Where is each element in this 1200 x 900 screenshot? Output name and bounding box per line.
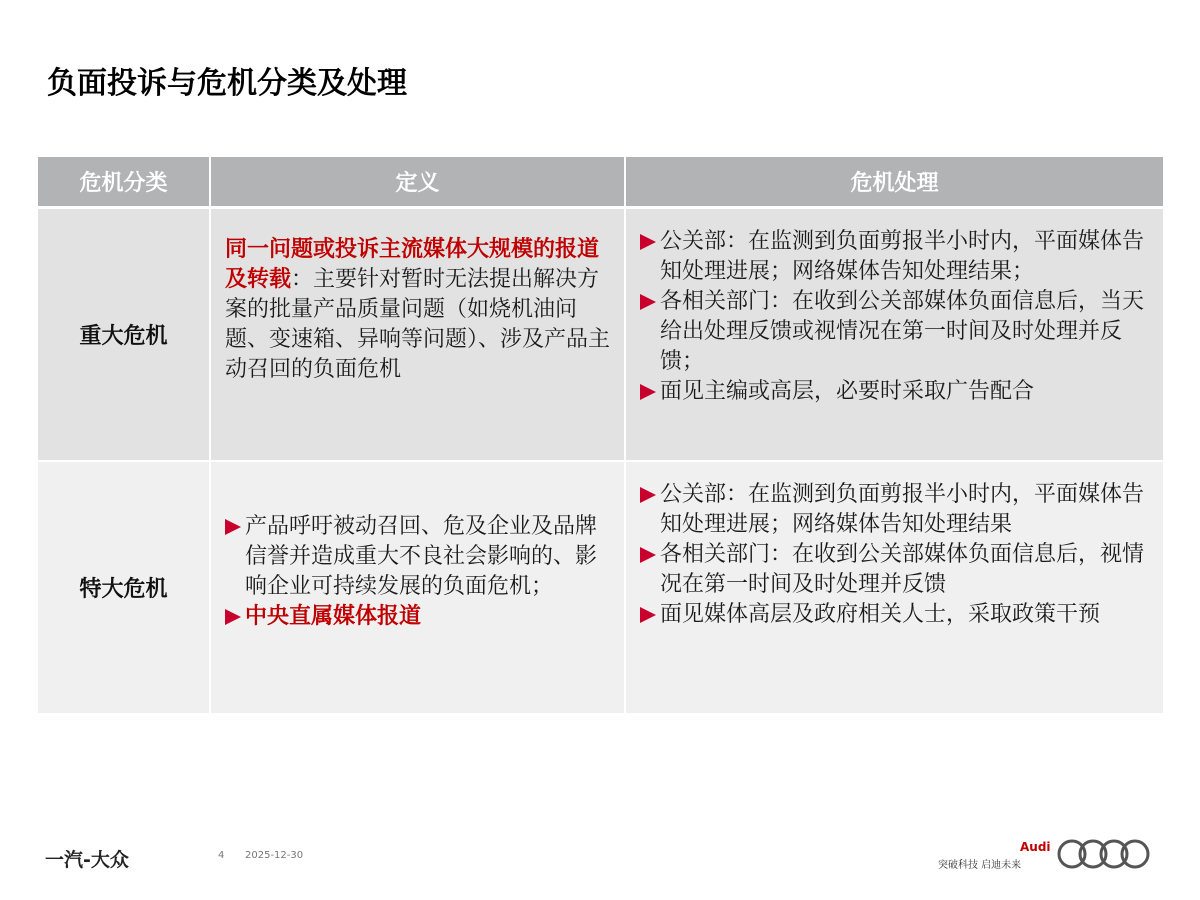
triangle-bullet-icon [640,384,656,400]
table-header-row [38,157,1163,206]
triangle-bullet-icon [640,547,656,563]
triangle-bullet-icon [640,294,656,310]
handling-cell [626,462,1163,713]
triangle-bullet-icon [640,487,656,503]
triangle-bullet-icon [640,607,656,623]
definition-item: 产品呼吁被动召回、危及企业及品牌信誉并造成重大不良社会影响的、影响企业可持续发展的负面危机； [225,512,610,602]
crisis-table [38,157,1163,713]
audi-slogan: 突破科技 启迪未来 [938,860,1022,871]
header-category: 危机分类 [38,157,211,206]
handling-item: 各相关部门：在收到公关部媒体负面信息后，当天给出处理反馈或视情况在第一时间及时处理并反馈； [640,287,1149,377]
triangle-bullet-icon [225,519,241,535]
category-cell: 重大危机 [38,209,211,460]
triangle-bullet-icon [640,234,656,250]
definition-text: ：主要针对暂时无法提出解决方案的批量产品质量问题（如烧机油问题、变速箱、异响等问题）、涉及产品主动召回的负面危机 [225,267,611,382]
definition-item: 中央直属媒体报道 [225,602,610,632]
triangle-bullet-icon [225,609,241,625]
handling-item: 面见媒体高层及政府相关人士，采取政策干预 [640,600,1149,630]
handling-item: 公关部：在监测到负面剪报半小时内，平面媒体告知处理进展；网络媒体告知处理结果 [640,480,1149,540]
handling-item: 公关部：在监测到负面剪报半小时内，平面媒体告知处理进展；网络媒体告知处理结果； [640,227,1149,287]
handling-item: 各相关部门：在收到公关部媒体负面信息后，视情况在第一时间及时处理并反馈 [640,540,1149,600]
header-definition: 定义 [211,157,626,206]
page-number: 4 [218,850,225,861]
definition-highlight: 同一问题或投诉主流媒体大规模的报道及转载 [225,237,600,292]
category-cell: 特大危机 [38,462,211,713]
definition-cell [211,462,626,713]
handling-item: 面见主编或高层，必要时采取广告配合 [640,377,1149,407]
table-row-major-crisis [38,209,1163,460]
audi-rings-icon [1056,838,1150,870]
company-logo: 一汽-大众 [45,849,129,871]
audi-wordmark: Audi [1020,840,1051,854]
definition-cell [211,209,626,460]
footer-date: 2025-12-30 [245,850,304,861]
header-handling: 危机处理 [850,171,939,196]
handling-cell [626,209,1163,460]
page-title: 负面投诉与危机分类及处理 [47,66,407,101]
table-row-severe-crisis [38,462,1163,713]
